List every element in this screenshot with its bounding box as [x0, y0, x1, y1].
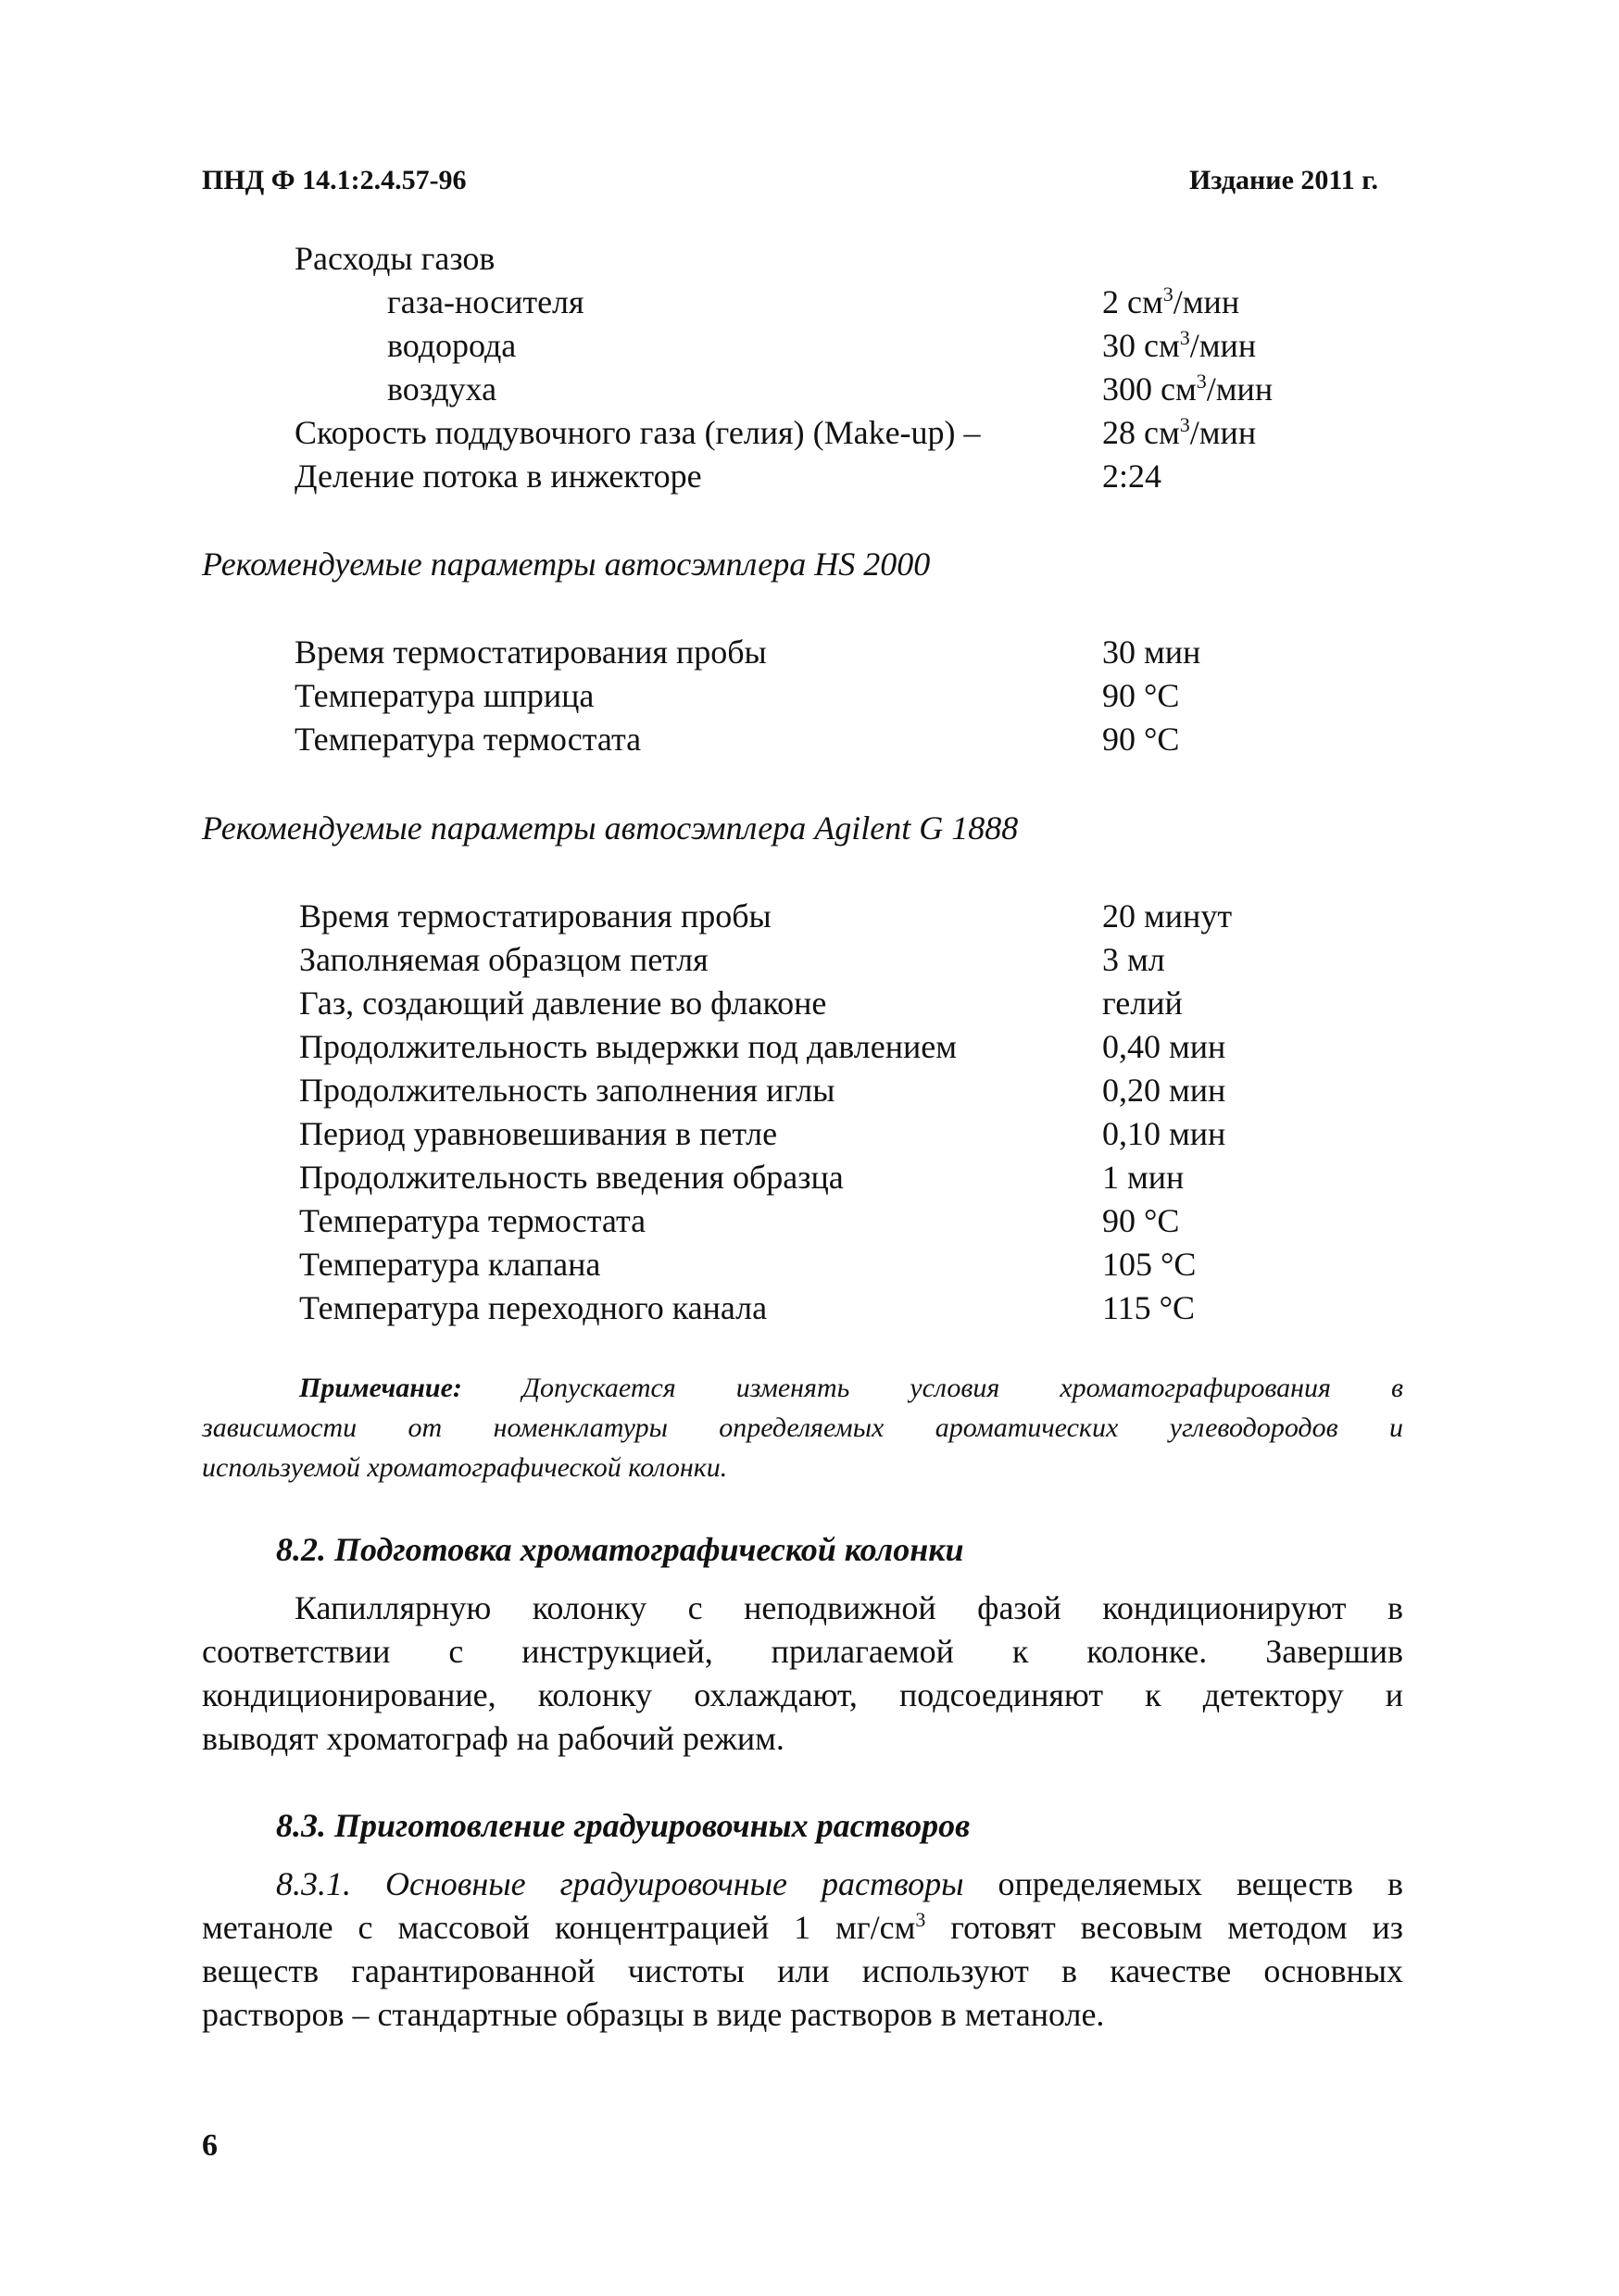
section-8-3-line-3: веществ гарантированной чистоты или используют в качестве основных — [202, 1952, 1403, 1989]
gas-flow-label-carrier: газа-носителя — [387, 283, 584, 320]
section-8-3-line-1: 8.3.1. Основные градуировочные растворы определяемых веществ в — [276, 1865, 1403, 1902]
page-number: 6 — [202, 2128, 218, 2163]
hs2000-label-syringe-temp: Температура шприца — [295, 677, 595, 714]
note-line-2: зависимости от номенклатуры определяемых ароматических углеводородов и — [202, 1412, 1403, 1443]
agilent-label-row: Период уравновешивания в петле — [299, 1115, 778, 1152]
hs2000-value-syringe-temp: 90 °С — [1102, 677, 1180, 714]
gas-flow-label-makeup: Скорость поддувочного газа (гелия) (Make-up) – — [295, 414, 981, 451]
section-8-3-line-4: растворов – стандартные образцы в виде растворов в метаноле. — [202, 1996, 1105, 2033]
gas-flow-label-air: воздуха — [387, 370, 497, 408]
hs2000-value-oven-temp: 90 °С — [1102, 721, 1180, 758]
gas-flows-heading: Расходы газов — [295, 240, 496, 277]
gas-flow-value-split: 2:24 — [1102, 458, 1162, 495]
section-8-2-line-4: выводят хроматограф на рабочий режим. — [202, 1720, 784, 1757]
section-8-3-line-2: метаноле с массовой концентрацией 1 $мг/см^3$ готовят весовым методом из — [202, 1908, 1404, 1946]
agilent-label-row: Продолжительность выдержки под давлением — [299, 1028, 957, 1065]
gas-flow-value-makeup: 28 $см^3$/мин — [1102, 413, 1257, 451]
agilent-value-row: 3 мл — [1102, 941, 1165, 978]
gas-flow-label-hydrogen: водорода — [387, 327, 517, 364]
agilent-heading: Рекомендуемые параметры автосэмплера Agilent G 1888 — [202, 809, 1019, 847]
section-8-3-heading: 8.3. Приготовление градуировочных растворов — [276, 1807, 971, 1844]
agilent-value-row: 0,20 мин — [1102, 1072, 1226, 1109]
section-8-2-heading: 8.2. Подготовка хроматографической колонки — [276, 1531, 964, 1568]
agilent-value-row: 90 °С — [1102, 1202, 1180, 1239]
agilent-label-row: Температура термостата — [299, 1202, 646, 1239]
note-line-1: Примечание: Допускается изменять условия хроматографирования в — [299, 1373, 1403, 1403]
document-code: ПНД Ф 14.1:2.4.57-96 — [202, 165, 467, 195]
agilent-value-row: гелий — [1102, 985, 1183, 1022]
gas-flow-label-split: Деление потока в инжекторе — [295, 458, 702, 495]
agilent-label-row: Заполняемая образцом петля — [299, 941, 709, 978]
agilent-label-row: Время термостатирования пробы — [299, 897, 772, 935]
section-8-2-line-1: Капиллярную колонку с неподвижной фазой кондиционируют в — [295, 1589, 1403, 1626]
agilent-label-row: Продолжительность заполнения иглы — [299, 1072, 835, 1109]
agilent-label-row: Продолжительность введения образца — [299, 1159, 844, 1196]
gas-flow-value-carrier: 2 $см^3$/мин — [1102, 282, 1240, 320]
agilent-value-row: 115 °С — [1102, 1289, 1196, 1326]
agilent-label-row: Температура клапана — [299, 1246, 601, 1283]
hs2000-label-incubation: Время термостатирования пробы — [295, 634, 767, 671]
gas-flow-value-hydrogen: 30 $см^3$/мин — [1102, 326, 1257, 364]
agilent-value-row: 1 мин — [1102, 1159, 1185, 1196]
hs2000-heading: Рекомендуемые параметры автосэмплера HS 2000 — [202, 546, 931, 583]
agilent-label-row: Газ, создающий давление во флаконе — [299, 985, 827, 1022]
edition-label: Издание 2011 г. — [1189, 165, 1378, 195]
note-line-3: используемой хроматографической колонки. — [202, 1452, 728, 1483]
note-label: Примечание: — [299, 1373, 462, 1403]
agilent-label-row: Температура переходного канала — [299, 1289, 768, 1326]
section-8-2-line-3: кондиционирование, колонку охлаждают, подсоединяют к детектору и — [202, 1676, 1403, 1713]
agilent-value-row: 0,40 мин — [1102, 1028, 1226, 1065]
agilent-value-row: 105 °С — [1102, 1246, 1197, 1283]
gas-flow-value-air: 300 $см^3$/мин — [1102, 370, 1274, 408]
section-8-2-line-2: соответствии с инструкцией, прилагаемой к колонке. Завершив — [202, 1633, 1403, 1670]
hs2000-value-incubation: 30 мин — [1102, 634, 1201, 671]
hs2000-label-oven-temp: Температура термостата — [295, 721, 642, 758]
agilent-value-row: 20 минут — [1102, 897, 1233, 935]
agilent-value-row: 0,10 мин — [1102, 1115, 1226, 1152]
